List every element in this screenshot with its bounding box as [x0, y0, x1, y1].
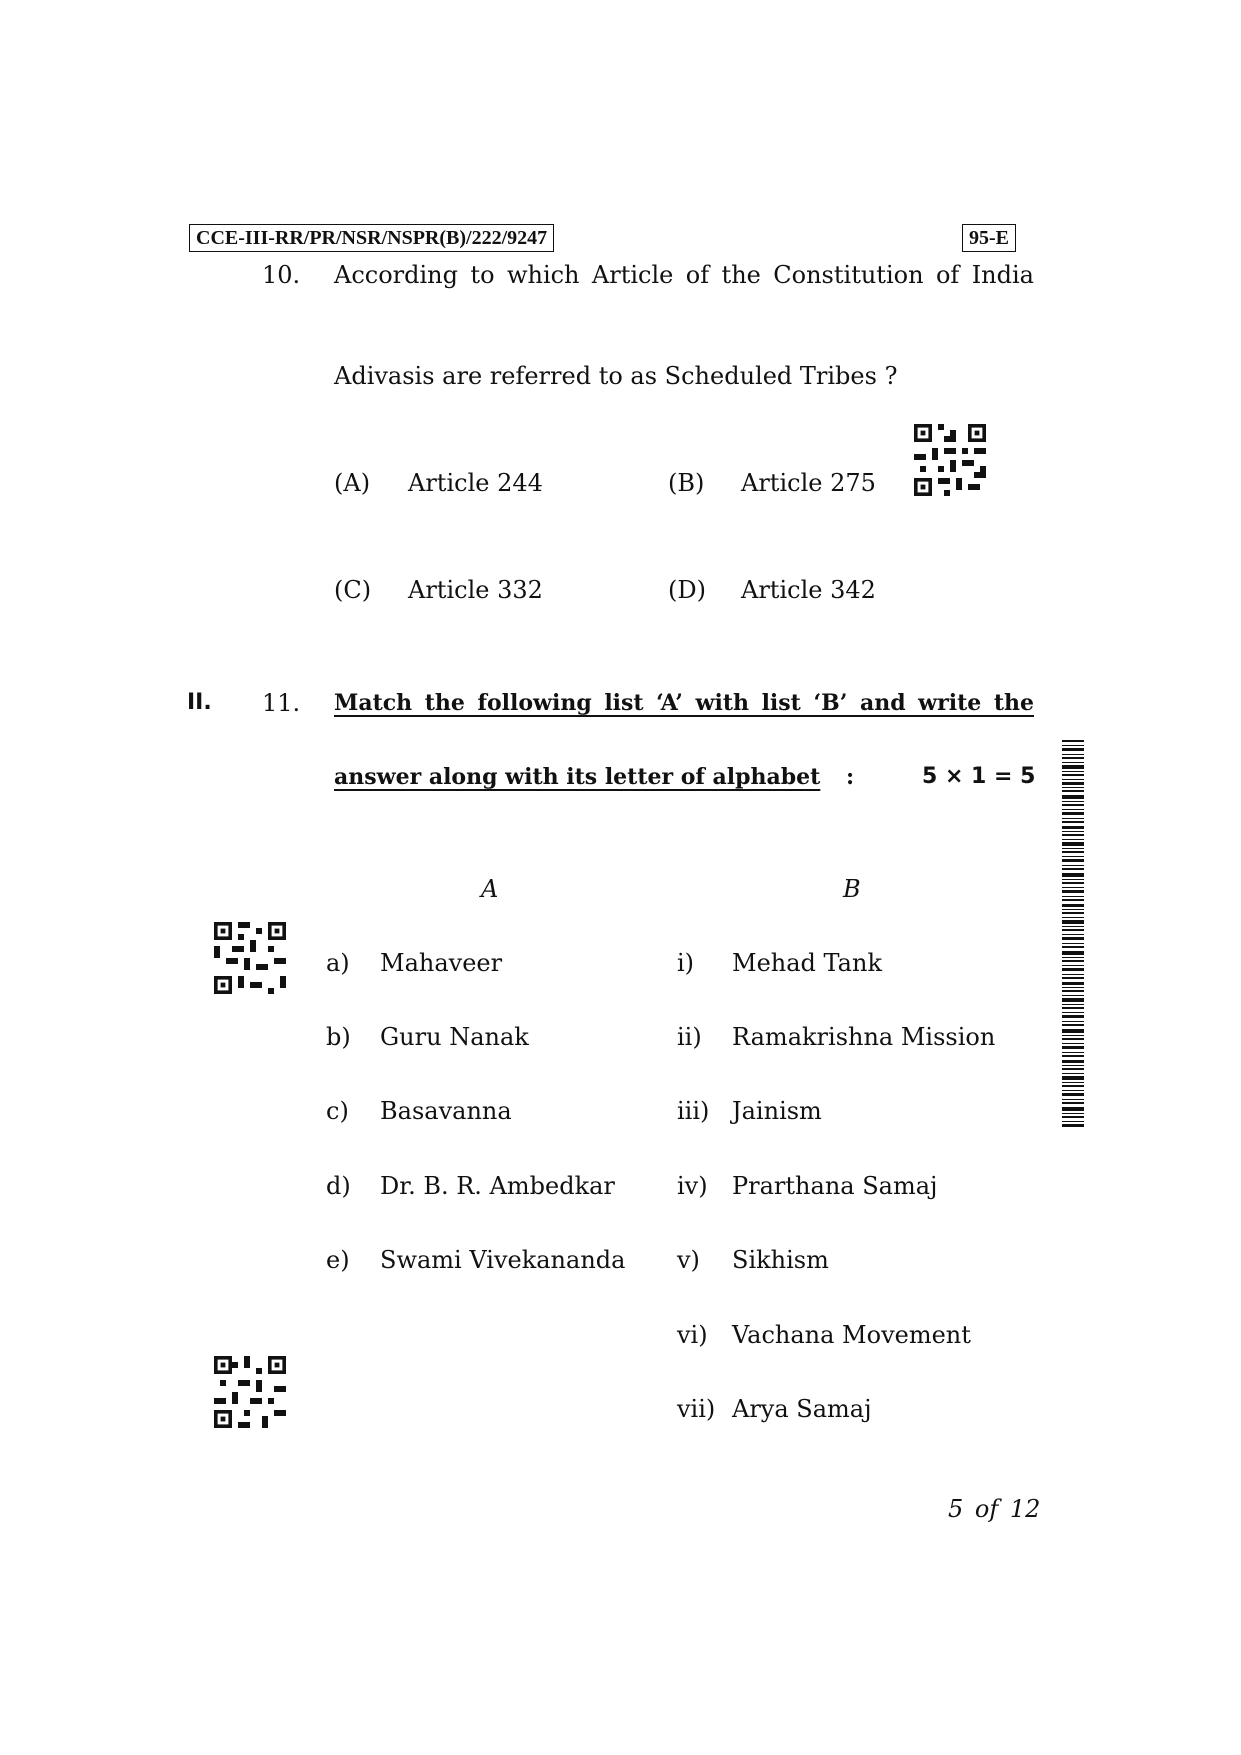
option-text-b: Article 275	[741, 469, 876, 497]
column-heading-b: B	[843, 875, 861, 903]
qr-code-top	[914, 424, 986, 496]
column-heading-a: A	[481, 875, 499, 903]
exam-code-box: CCE-III-RR/PR/NSR/NSPR(B)/222/9247	[189, 224, 554, 252]
question-10-line1: According to which Article of the Constitution of India	[334, 261, 1034, 289]
page-of: of	[974, 1495, 999, 1523]
list-a-label-e: e)	[326, 1246, 350, 1274]
list-a-label-d: d)	[326, 1172, 351, 1200]
list-a-label-b: b)	[326, 1023, 351, 1051]
page-current: 5	[948, 1495, 964, 1523]
question-11-instruction-line2: answer along with its letter of alphabet	[334, 764, 821, 790]
barcode	[1062, 740, 1084, 1128]
list-a-item-c: Basavanna	[380, 1097, 512, 1125]
list-a-label-c: c)	[326, 1097, 349, 1125]
list-b-label-v: v)	[677, 1246, 700, 1274]
list-b-label-i: i)	[677, 949, 695, 977]
list-b-label-ii: ii)	[677, 1023, 702, 1051]
option-label-b: (B)	[668, 469, 705, 497]
qr-code-left-top	[214, 922, 286, 994]
list-b-item-ii: Ramakrishna Mission	[732, 1023, 996, 1051]
list-b-item-v: Sikhism	[732, 1246, 829, 1274]
option-text-d: Article 342	[741, 576, 876, 604]
option-label-a: (A)	[334, 469, 371, 497]
list-b-item-iii: Jainism	[732, 1097, 822, 1125]
list-b-item-vii: Arya Samaj	[732, 1395, 872, 1423]
option-label-c: (C)	[334, 576, 372, 604]
list-b-label-iv: iv)	[677, 1172, 708, 1200]
list-a-item-e: Swami Vivekananda	[380, 1246, 626, 1274]
marks-allocation: 5 × 1 = 5	[922, 764, 1036, 789]
option-text-c: Article 332	[408, 576, 543, 604]
page-number	[948, 1494, 1040, 1524]
list-a-label-a: a)	[326, 949, 350, 977]
option-text-a: Article 244	[408, 469, 543, 497]
paper-code-box: 95-E	[962, 224, 1016, 252]
question-11-instruction-line1: Match the following list ‘A’ with list ‘B’ and write the	[334, 690, 1034, 716]
list-a-item-a: Mahaveer	[380, 949, 503, 977]
list-b-label-iii: iii)	[677, 1097, 710, 1125]
question-number-10: 10.	[262, 261, 301, 289]
list-a-item-b: Guru Nanak	[380, 1023, 529, 1051]
list-b-item-i: Mehad Tank	[732, 949, 882, 977]
option-label-d: (D)	[668, 576, 706, 604]
question-number-11: 11.	[262, 689, 301, 717]
instruction-colon: :	[846, 764, 855, 790]
list-a-item-d: Dr. B. R. Ambedkar	[380, 1172, 615, 1200]
list-b-item-iv: Prarthana Samaj	[732, 1172, 938, 1200]
section-roman-numeral: II.	[187, 690, 212, 715]
page-total: 12	[1009, 1495, 1041, 1523]
list-b-label-vii: vii)	[677, 1395, 716, 1423]
list-b-label-vi: vi)	[677, 1321, 708, 1349]
list-b-item-vi: Vachana Movement	[732, 1321, 971, 1349]
qr-code-left-bottom	[214, 1356, 286, 1428]
question-10-line2: Adivasis are referred to as Scheduled Tribes ?	[334, 362, 898, 390]
